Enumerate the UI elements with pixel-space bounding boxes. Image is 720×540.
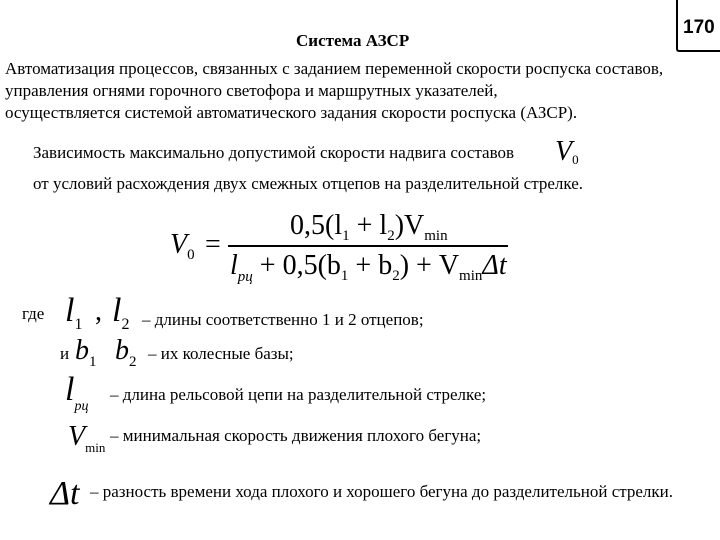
- formula-equals: =: [205, 229, 221, 260]
- where-label: где: [22, 304, 45, 323]
- and-label: и: [60, 344, 70, 363]
- lrc-description: – длина рельсовой цепи на разделительной стрелке;: [110, 385, 487, 404]
- symbol-lrc: $l_{рц}$: [65, 371, 89, 414]
- slide-title: Система АЗСР: [296, 31, 410, 50]
- formula-denominator: $l_{рц} + 0,5(b_1 + b_2) + V_{min}\Delta t$: [230, 250, 507, 285]
- intro-line-1: Автоматизация процессов, связанных с заданием переменной скорости роспуска составов,: [5, 59, 664, 78]
- symbol-b1: $b_1$: [75, 335, 97, 370]
- intro-line-3: осуществляется системой автоматического задания скорости роспуска (АЗСР).: [5, 103, 578, 122]
- l-description: – длины соответственно 1 и 2 отцепов;: [142, 310, 424, 329]
- symbol-vmin: $V_{min}$: [68, 421, 106, 455]
- symbol-l1: $l_1$: [65, 292, 83, 333]
- formula-lhs: $V_0$: [170, 229, 195, 263]
- dependency-line-2: от условий расхождения двух смежных отцепов на разделительной стрелке.: [33, 174, 584, 193]
- symbol-comma: ,: [95, 296, 102, 327]
- fraction-line: [228, 245, 508, 247]
- symbol-l2: $l_2$: [112, 292, 130, 333]
- v0-symbol: $V_0$: [555, 136, 579, 167]
- dependency-line-1: Зависимость максимально допустимой скорости надвига составов: [33, 143, 515, 162]
- symbol-b2: $b_2$: [115, 335, 137, 370]
- page-number: 170: [683, 17, 715, 38]
- b-description: – их колесные базы;: [148, 344, 294, 363]
- intro-line-2: управления огнями горочного светофора и маршрутных указателей,: [5, 81, 498, 100]
- dt-description: – разность времени хода плохого и хорошего бегуна до разделительной стрелки.: [90, 482, 674, 501]
- vmin-description: – минимальная скорость движения плохого бегуна;: [110, 426, 482, 445]
- symbol-dt: Δt: [50, 475, 80, 512]
- formula-numerator: $0,5(l_1 + l_2)V_{min}$: [290, 210, 448, 244]
